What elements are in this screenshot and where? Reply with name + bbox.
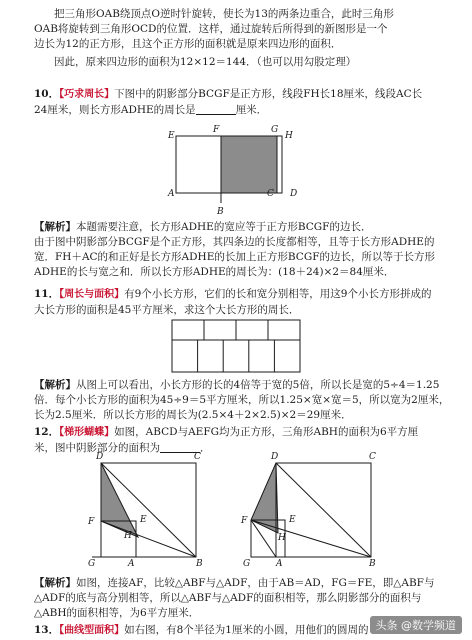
q12-left-label-e: E [140,515,147,525]
q12-text-2: 米，图中阴影部分的面积为 [34,442,160,454]
q12-left-label-h: H [124,531,132,541]
q12-right-label-f: F [241,516,248,526]
q12-right-label-c: C [369,452,376,462]
q10-text-2-end: 厘米． [235,104,268,116]
q10-answer-line-3: 宽．FH＋AC的和正好是长方形ADHE的长加上正方形BCGF的边长，所以等于长方形 [34,251,435,263]
q11-answer-line-2: 倍．每个小长方形的面积为45÷9＝5平方厘米，所以1.25×宽×宽＝5，所以宽为2厘米， [34,394,450,406]
q13-number: 13． [34,624,60,636]
q10-label-c: C [267,189,274,199]
q12-answer-line-2: △ADF的底与高分别相等，所以△ABF与△ADF的面积相等，那么阴影部分的面积与 [34,592,422,604]
q10-label-f: F [213,125,220,135]
q12-figure-left [87,452,203,569]
intro-line-3: 边长为12的正方形，且这个正方形的面积就是原来四边形的面积． [34,38,342,50]
watermark: 头条 @数学频道 [370,616,463,634]
q12-answer-line-3: △ABH的面积相等，为6平方厘米． [34,607,200,619]
q10-label-g: G [271,125,279,135]
q10-answer-line-2: 由于图中阴影部分BCGF是个正方形，其四条边的长度都相等，且等于长方形ADHE的 [34,236,435,248]
q10-answer-line-4: ADHE的长与宽之和．所以长方形ADHE的周长为：(18＋24)×2＝84厘米． [34,266,395,278]
q12-answer-line-1 [34,577,454,590]
q10-answer-label: 【解析】 [34,221,76,233]
q12-right-label-h: H [278,533,286,543]
q10-number: 10． [34,88,60,100]
q13-tag: 【曲线型面积】 [59,625,125,636]
q12-right-shaded-triangle [251,463,278,533]
q10-label-h: H [285,131,293,141]
q12-tag: 【梯形蝴蝶】 [59,427,115,438]
q11-tag: 【周长与面积】 [59,289,125,300]
q10-tag: 【巧求周长】 [59,89,115,100]
q12-figure-right [240,452,376,569]
intro-line-2: OAB将旋转到三角形OCD的位置．这样，通过旋转后所得到的新图形是一个 [34,23,388,35]
q12-right-label-d: D [271,452,279,462]
q10-answer-text-1: 本题需要注意，长方形ADHE的宽应等于正方形BCGF的边长． [76,221,372,233]
q12-left-shaded-triangle [101,463,138,537]
q12-left-label-g: G [88,559,96,569]
q12-answer-text-1: 如图，连接AF，比较△ABF与△ADF，由于AB＝AD，FG＝FE，即△ABF与 [76,577,435,589]
q11-answer-text-1: 从图上可以看出，小长方形的长的4倍等于宽的5倍，所以长是宽的5÷4＝1.25 [76,379,440,391]
q12-left-label-b: B [196,559,203,569]
intro-line-1: 把三角形OAB绕顶点O逆时针旋转，使长为13的两条边重合，此时三角形 [54,8,394,20]
q11-line-2: 大长方形的面积是45平方厘米，求这个大长方形的周长． [34,304,300,316]
q10-text-1: 下图中的阴影部分BCGF是正方形，线段FH长18厘米，线段AC长 [114,88,423,100]
q11-number: 11． [34,288,60,300]
q12-left-label-f: F [88,517,95,527]
q12-text-2-end: ． [200,442,211,454]
q10-label-d: D [290,189,298,199]
q10-label-b: B [217,207,224,217]
q12-left-line-fb [101,521,196,557]
q12-right-label-e: E [289,515,296,525]
q10-label-a: A [168,189,175,199]
q10-text-2: 24厘米，则长方形ADHE的周长是 [34,104,196,116]
q12-answer-label: 【解析】 [34,577,76,589]
q12-number: 12． [34,426,60,438]
q12-right-label-b: B [369,559,376,569]
q10-label-e: E [168,131,175,141]
q12-right-label-g: G [243,559,251,569]
intro-line-4: 因此，原来四边形的面积为12×12＝144．（也可以用勾股定理） [54,56,357,68]
q12-text-1: 如图，ABCD与AEFG均为正方形，三角形ABH的面积为6平方厘 [114,426,419,438]
q11-answer-line-3: 长为2.5厘米．所以长方形的周长为(2.5×4＋2×2.5)×2＝29厘米． [34,409,352,421]
q12-left-label-c: C [194,452,201,462]
q12-right-line-db [276,463,371,557]
q11-text-1: 有9个小长方形，它们的长和宽分别相等，用这9个小长方形拼成的 [124,288,432,300]
q12-left-label-d: D [96,452,104,462]
q11-answer-label: 【解析】 [34,379,76,391]
q12-left-label-a: A [128,559,135,569]
q12-right-label-a: A [276,559,283,569]
q13-text-1: 如右图，有8个半径为1厘米的小圆，用他们的圆周的 [124,624,369,636]
